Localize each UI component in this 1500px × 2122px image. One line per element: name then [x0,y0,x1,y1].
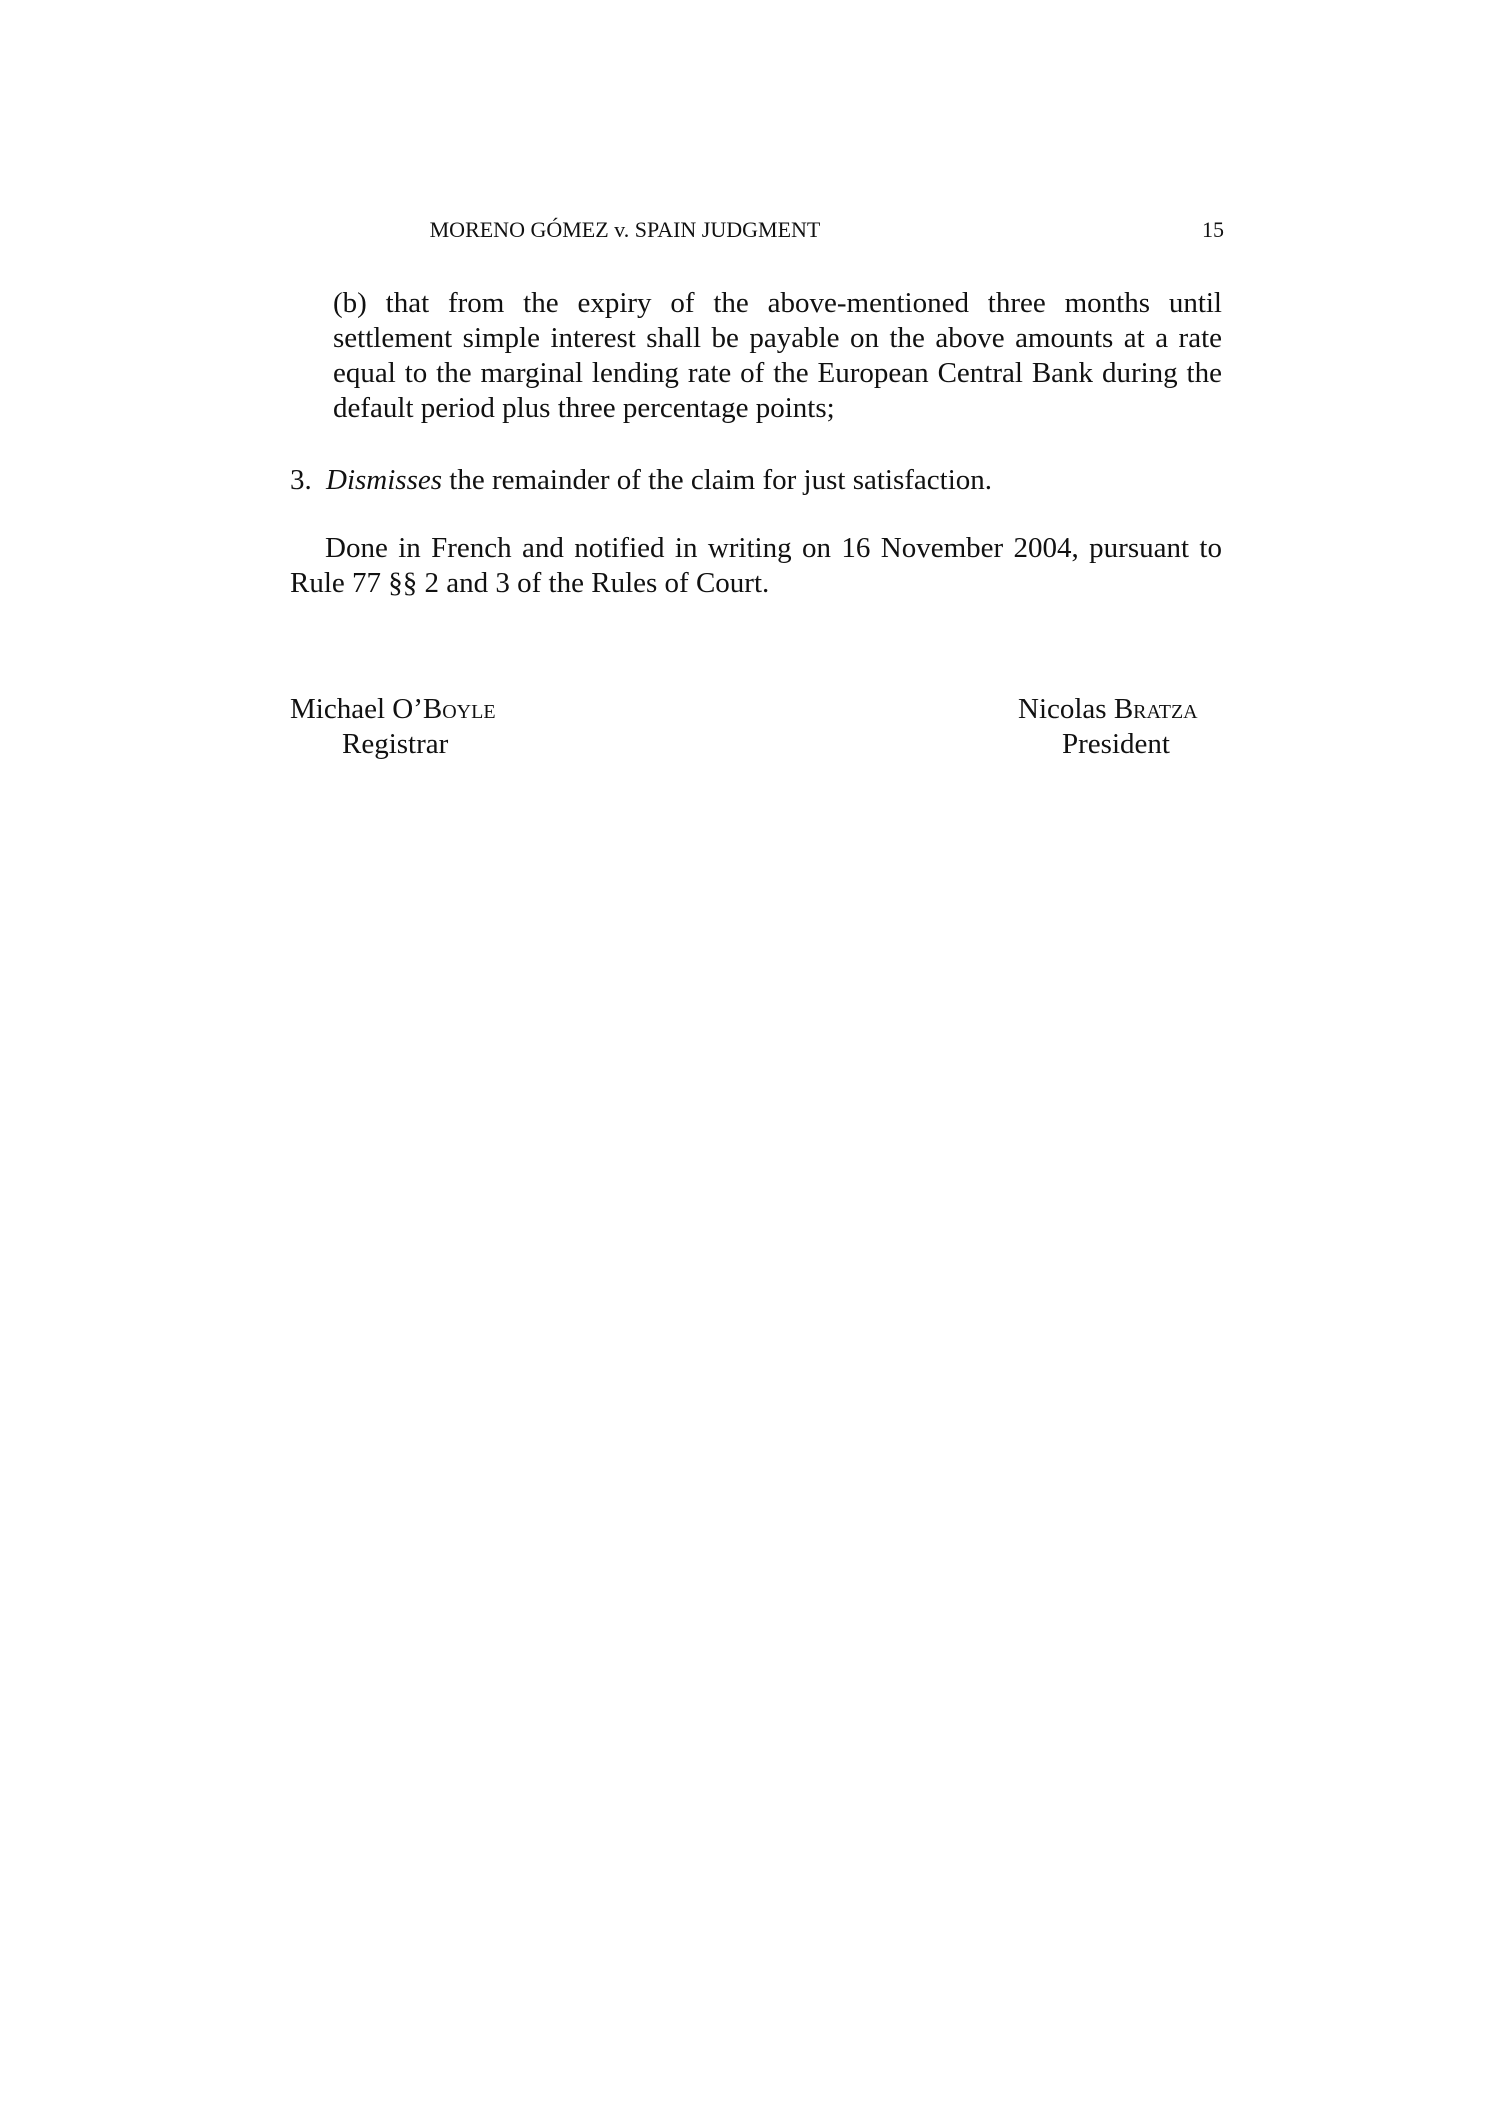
president-signature-block [1018,692,1198,762]
president-surname: Bratza [1113,693,1198,725]
president-name [1018,692,1198,727]
item-3-text: the remainder of the claim for just satisfaction. [442,464,993,496]
done-paragraph: Done in French and notified in writing on 16 November 2004, pursuant to Rule 77 §§ 2 and 3 of the Rules of Court. [290,532,1222,599]
registrar-signature-block [290,692,496,762]
operative-item-3 [290,463,1225,498]
item-3-number: 3. [290,464,312,496]
registrar-name [290,692,496,727]
registrar-first-name: Michael O’ [290,693,423,725]
president-first-name: Nicolas [1018,693,1114,725]
paragraph-b: (b) that from the expiry of the above-mentioned three months until settlement simple interest shall be payable on the above amounts at a rate equal to the marginal lending rate of the European Central Bank during the default period plus three percentage points; [333,287,1222,424]
president-role: President [1062,728,1170,760]
item-3-emphasis: Dismisses [326,464,443,496]
page-number: 15 [1202,217,1224,242]
registrar-surname: Boyle [422,693,496,725]
registrar-role: Registrar [342,728,449,760]
running-header-title: MORENO GÓMEZ v. SPAIN JUDGMENT [429,217,821,242]
